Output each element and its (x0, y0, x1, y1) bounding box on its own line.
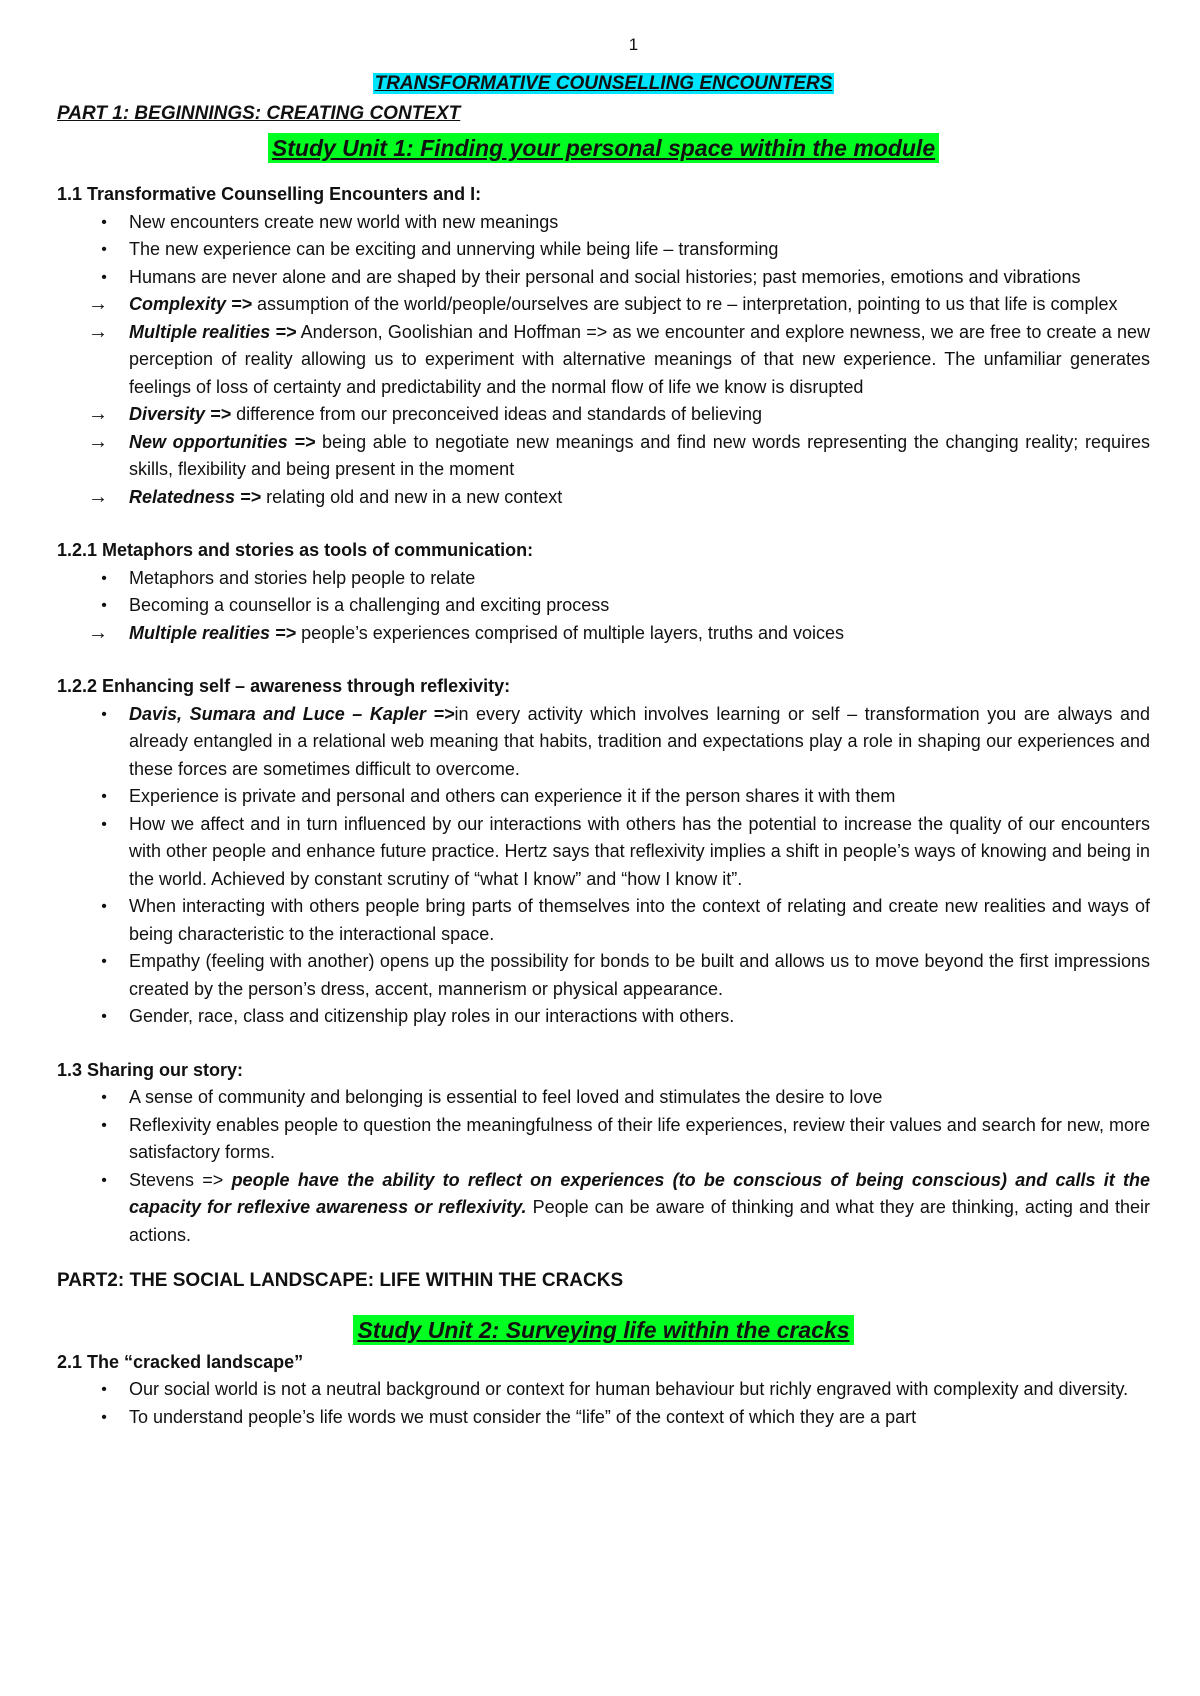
list-item-text: New encounters create new world with new meanings (129, 211, 559, 232)
list-item-text: When interacting with others people bring parts of themselves into the context of relating and create new realities and ways of being characteristic to the interactional space. (129, 896, 1150, 944)
list-item (57, 429, 1150, 484)
list-item-text: assumption of the world/people/ourselves are subject to re – interpretation, pointing to us that life is complex (252, 294, 1118, 314)
list-item-text: Empathy (feeling with another) opens up the possibility for bonds to be built and allows us to move beyond the first impressions created by the person’s dress, accent, mannerism or physical appearance. (129, 951, 1150, 999)
emphasis-text: people have the ability to reflect on experiences (to be conscious of being conscious) and calls it the capacity for reflexive awareness or reflexivity. (129, 1169, 1150, 1217)
study-unit-2-text: Study Unit 2: Surveying life within the cracks (353, 1315, 853, 1345)
section-2-1-list (57, 1376, 1150, 1431)
list-item (57, 948, 1150, 1003)
list-item (57, 1084, 1150, 1112)
bullet-icon: • (101, 241, 107, 258)
bullet-icon: • (101, 213, 107, 231)
list-item-text: difference from our preconceived ideas and standards of believing (231, 404, 763, 424)
arrow-right-icon: → (88, 293, 108, 315)
list-item (57, 1404, 1150, 1432)
list-item (57, 1112, 1150, 1167)
arrow-right-icon: → (88, 621, 108, 644)
arrow-right-icon: → (88, 485, 108, 508)
list-item-text: Reflexivity enables people to question the meaningfulness of their life experiences, review their values and search for new, more satisfactory forms. (129, 1114, 1150, 1162)
list-item-text: How we affect and in turn influenced by our interactions with others has the potential to increase the quality of our encounters with other people and enhance future practice. Hertz says that reflexivity implies a shift in people’s ways of knowing and being in the world. Achieved by constant scrutiny of “what I know” and “how I know it”. (129, 813, 1150, 889)
arrow-right-icon: → (88, 403, 108, 425)
list-item (57, 264, 1150, 292)
list-item-text: To understand people’s life words we must consider the “life” of the context of which they are a part (129, 1406, 917, 1427)
list-item (57, 701, 1150, 784)
term: Multiple realities => (129, 321, 297, 342)
bullet-icon: • (101, 815, 107, 833)
document-title (57, 70, 1150, 98)
list-item (57, 401, 1150, 429)
list-item (57, 291, 1150, 319)
study-unit-1-text: Study Unit 1: Finding your personal space within the module (268, 133, 939, 163)
list-item-text: in every activity which involves learning or self – transformation you are always and already entangled in a relational web meaning that habits, tradition and expectations play a role in shaping our experiences and these forces are sometimes difficult to overcome. (129, 703, 1151, 779)
bullet-icon: • (101, 788, 107, 805)
term: Davis, Sumara and Luce – Kapler => (129, 703, 455, 724)
study-unit-1-heading (57, 133, 1150, 163)
list-item (57, 565, 1150, 593)
list-item (57, 1003, 1150, 1031)
part1-heading: PART 1: BEGINNINGS: CREATING CONTEXT (57, 102, 461, 124)
section-1-2-1-heading: 1.2.1 Metaphors and stories as tools of communication: (57, 540, 534, 560)
list-item-text: Gender, race, class and citizenship play roles in our interactions with others. (129, 1006, 735, 1026)
section-1-3-heading: 1.3 Sharing our story: (57, 1059, 244, 1080)
document-title-text: TRANSFORMATIVE COUNSELLING ENCOUNTERS (374, 73, 833, 94)
list-item-text: Humans are never alone and are shaped by their personal and social histories; past memories, emotions and vibrations (129, 266, 1081, 287)
bullet-icon: • (101, 1089, 107, 1106)
bullet-icon: • (101, 268, 107, 286)
section-1-2-1-list (57, 565, 1150, 648)
list-item-text: Our social world is not a neutral background or context for human behaviour but richly engraved with complexity and diversity. (129, 1379, 1129, 1399)
arrow-right-icon: → (88, 320, 108, 343)
section-1-2-2-list (57, 701, 1150, 1031)
list-item-text: Anderson, Goolishian and Hoffman => as we encounter and explore newness, we are free to create a new perception of reality allowing us to experiment with alternative meanings of that new experience. The unfamiliar generates feelings of loss of certainty and predictability and the normal flow of life we know is disrupted (129, 321, 1150, 397)
bullet-icon: • (101, 1381, 107, 1398)
section-1-2-2-heading: 1.2.2 Enhancing self – awareness through reflexivity: (57, 676, 511, 696)
section-1-1-heading: 1.1 Transformative Counselling Encounters and I: (57, 184, 482, 204)
list-item (57, 1167, 1150, 1250)
section-2-1-heading: 2.1 The “cracked landscape” (57, 1351, 304, 1372)
bullet-icon: • (101, 1008, 107, 1025)
list-item-text: A sense of community and belonging is essential to feel loved and stimulates the desire to love (129, 1087, 883, 1107)
bullet-icon: • (101, 898, 107, 915)
bullet-icon: • (101, 1408, 107, 1426)
list-item-text: Becoming a counsellor is a challenging and exciting process (129, 595, 610, 615)
term: Relatedness => (129, 486, 262, 507)
list-item (57, 484, 1150, 512)
bullet-icon: • (101, 1116, 107, 1134)
part2-heading: PART2: THE SOCIAL LANDSCAPE: LIFE WITHIN THE CRACKS (57, 1270, 624, 1291)
arrow-right-icon: → (88, 430, 108, 453)
list-item-text: Metaphors and stories help people to relate (129, 567, 476, 588)
list-item (57, 319, 1150, 402)
list-item (57, 893, 1150, 948)
list-item (57, 620, 1150, 648)
study-unit-2-heading (57, 1315, 1150, 1345)
list-item-text: people’s experiences comprised of multiple layers, truths and voices (296, 622, 845, 643)
bullet-icon: • (101, 705, 107, 723)
section-1-3-list (57, 1084, 1150, 1249)
list-item-text: relating old and new in a new context (261, 486, 563, 507)
list-item-text: Experience is private and personal and others can experience it if the person shares it with them (129, 786, 896, 806)
term: Multiple realities => (129, 622, 297, 643)
document-page (57, 30, 1150, 1431)
list-item-text: The new experience can be exciting and unnerving while being life – transforming (129, 239, 779, 259)
term: Complexity => (129, 294, 253, 314)
list-item-text: being able to negotiate new meanings and find new words representing the changing reality; requires skills, flexibility and being present in the moment (129, 431, 1150, 479)
list-item-text: Stevens => (129, 1169, 232, 1190)
list-item (57, 236, 1150, 264)
list-item (57, 1376, 1150, 1404)
list-item (57, 783, 1150, 811)
bullet-icon: • (101, 953, 107, 970)
bullet-icon: • (101, 597, 107, 614)
bullet-icon: • (101, 1171, 107, 1189)
section-1-1-list (57, 209, 1150, 512)
list-item (57, 811, 1150, 894)
bullet-icon: • (101, 569, 107, 587)
list-item (57, 592, 1150, 620)
list-item-text: People can be aware of thinking and what they are thinking, acting and their actions. (129, 1197, 1150, 1245)
term: Diversity => (129, 404, 232, 424)
page-number: 1 (628, 35, 639, 54)
list-item (57, 209, 1150, 237)
term: New opportunities => (129, 431, 316, 452)
